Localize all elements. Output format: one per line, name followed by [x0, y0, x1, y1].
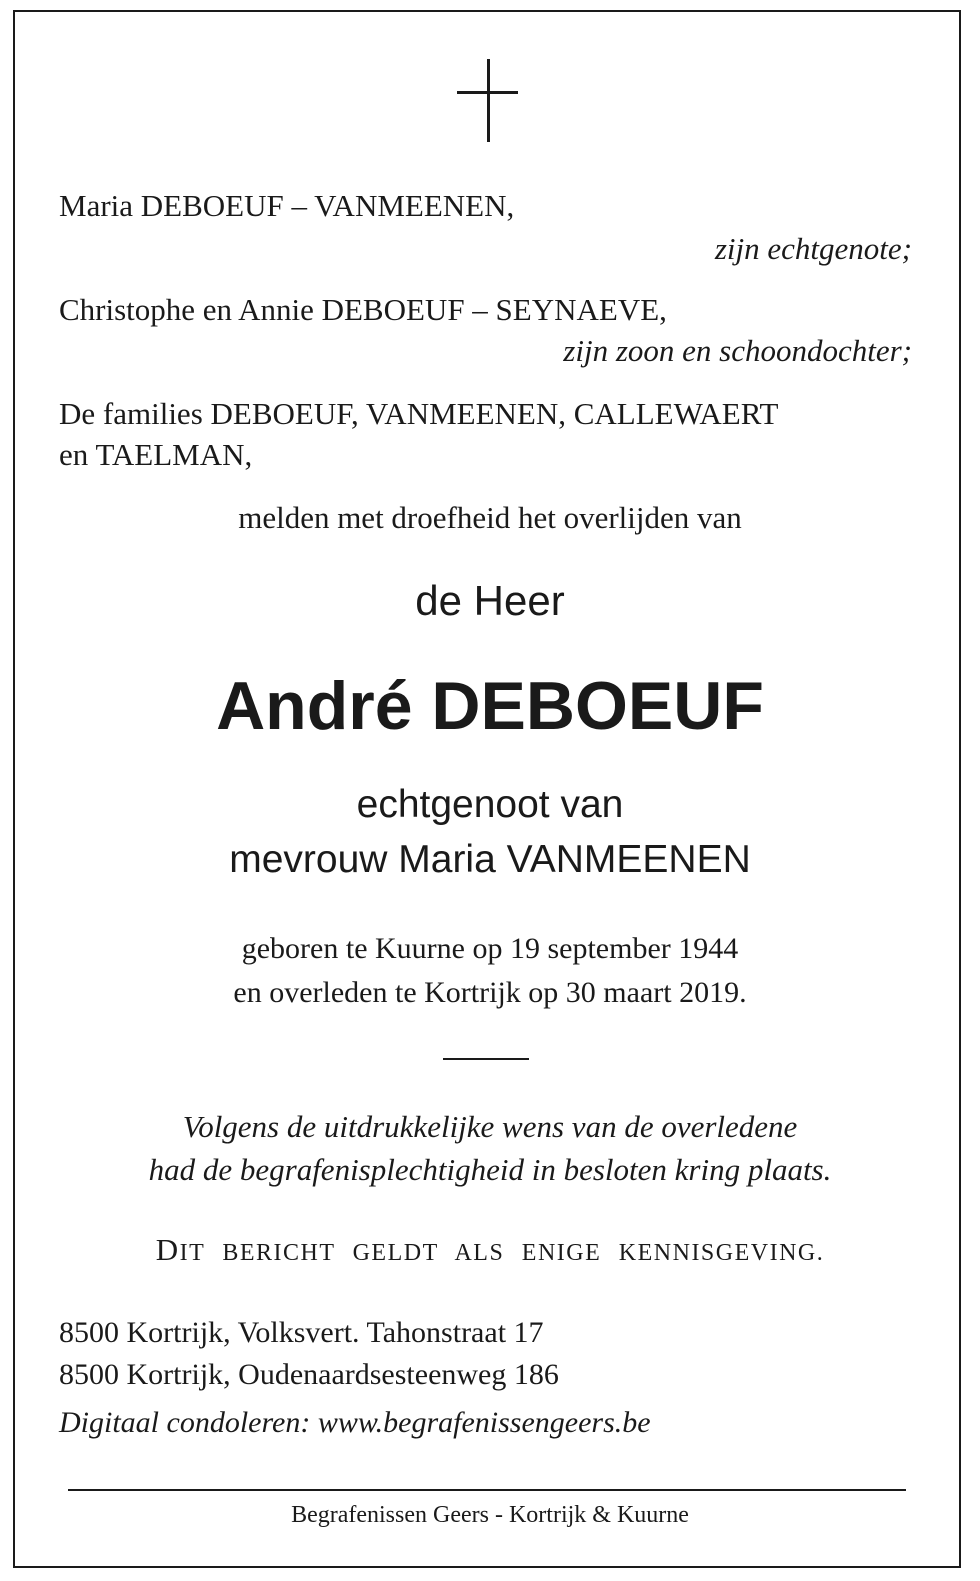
- address-2: 8500 Kortrijk, Oudenaardsesteenweg 186: [59, 1358, 559, 1391]
- footer-divider: [68, 1489, 906, 1491]
- deceased-name: André DEBOEUF: [216, 668, 764, 744]
- son-names: Christophe en Annie DEBOEUF – SEYNAEVE,: [59, 292, 667, 327]
- families-line-2: en TAELMAN,: [59, 437, 253, 472]
- official-notice-initial: D: [155, 1232, 180, 1267]
- spouse-names: Maria DEBOEUF – VANMEENEN,: [59, 188, 515, 223]
- official-notice: [0, 1232, 980, 1268]
- death-details: en overleden te Kortrijk op 30 maart 2019.: [233, 976, 747, 1009]
- official-notice-rest: IT BERICHT GELDT ALS ENIGE KENNISGEVING.: [179, 1240, 825, 1266]
- announcement: melden met droefheid het overlijden van: [238, 500, 742, 535]
- spouse-line-2: mevrouw Maria VANMEENEN: [229, 838, 751, 881]
- short-divider: [443, 1058, 529, 1060]
- wish-line-2: had de begrafenisplechtigheid in besloten kring plaats.: [148, 1152, 832, 1187]
- condolence-link: Digitaal condoleren: www.begrafenissengeers.be: [59, 1406, 651, 1439]
- spouse-line-1: echtgenoot van: [356, 783, 624, 826]
- funeral-home: Begrafenissen Geers - Kortrijk & Kuurne: [291, 1502, 689, 1528]
- families-line-1: De families DEBOEUF, VANMEENEN, CALLEWAERT: [59, 396, 779, 431]
- wish-line-1: Volgens de uitdrukkelijke wens van de overledene: [182, 1109, 798, 1144]
- spouse-relation: zijn echtgenote;: [714, 231, 912, 266]
- birth-details: geboren te Kuurne op 19 september 1944: [241, 932, 739, 965]
- honorific: de Heer: [415, 577, 565, 624]
- son-relation: zijn zoon en schoondochter;: [563, 333, 912, 368]
- address-1: 8500 Kortrijk, Volksvert. Tahonstraat 17: [59, 1316, 544, 1349]
